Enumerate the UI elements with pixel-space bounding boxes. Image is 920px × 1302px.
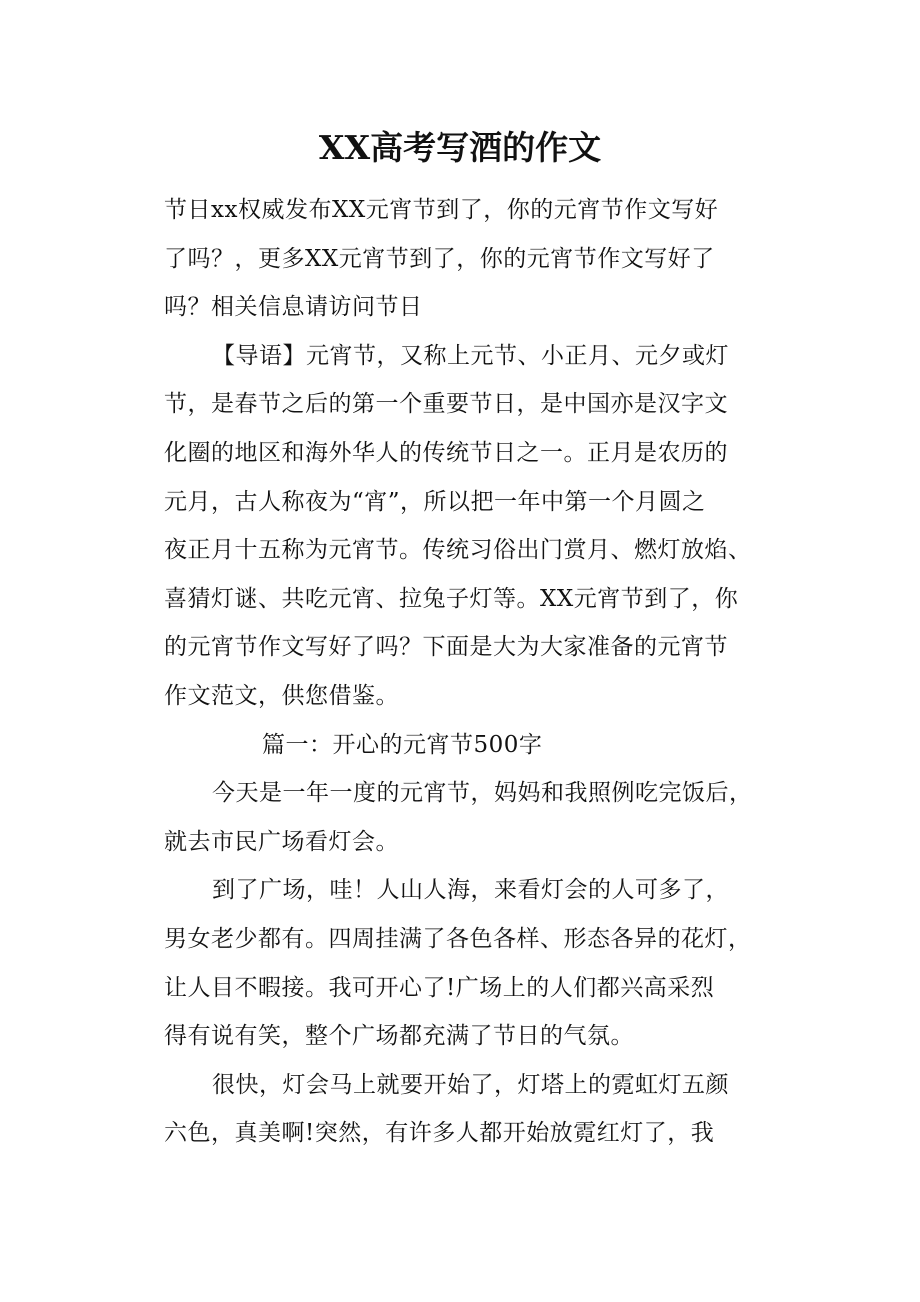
paragraph-guide [164, 332, 764, 721]
text-line: 就去市民广场看灯会。 [164, 828, 399, 855]
text-line: 节，是春节之后的第一个重要节日，是中国亦是汉字文 [164, 391, 728, 418]
text-line: 夜正月十五称为元宵节。传统习俗出门赏月、燃灯放焰、 [164, 537, 752, 564]
text-line: 得有说有笑，整个广场都充满了节日的气氛。 [164, 1023, 634, 1050]
text-line: 化圈的地区和海外华人的传统节日之一。正月是农历的 [164, 439, 728, 466]
paragraph-story-3 [164, 1061, 764, 1158]
text-line: 喜猜灯谜、共吃元宵、拉兔子灯等。XX元宵节到了，你 [164, 585, 739, 612]
paragraph-intro [164, 186, 764, 332]
text-line: 男女老少都有。四周挂满了各色各样、形态各异的花灯， [164, 925, 752, 952]
text-line: 了吗？，更多XX元宵节到了，你的元宵节作文写好了 [164, 245, 715, 272]
section-heading-text: 篇一：开心的元宵节500字 [262, 731, 543, 758]
text-line: 作文范文，供您借鉴。 [164, 682, 399, 709]
text-line: 元月，古人称夜为“宵”，所以把一年中第一个月圆之 [164, 488, 706, 515]
text-line: 的元宵节作文写好了吗？下面是大为大家准备的元宵节 [164, 634, 728, 661]
document-title: XX高考写酒的作文 [318, 128, 602, 167]
text-line: 让人目不暇接。我可开心了!广场上的人们都兴高采烈 [164, 974, 715, 1001]
document-body [164, 186, 764, 1158]
section-heading [164, 721, 764, 770]
paragraph-story-1 [164, 769, 764, 866]
text-line: 六色，真美啊!突然，有许多人都开始放霓红灯了，我 [164, 1120, 715, 1147]
text-line: 节日xx权威发布XX元宵节到了，你的元宵节作文写好 [164, 197, 719, 223]
paragraph-story-2 [164, 866, 764, 1060]
text-line: 吗？相关信息请访问节日 [164, 294, 423, 321]
text-line: 今天是一年一度的元宵节，妈妈和我照例吃完饭后， [212, 780, 753, 807]
text-line: 到了广场，哇！人山人海，来看灯会的人可多了， [212, 877, 729, 904]
text-line: 很快，灯会马上就要开始了，灯塔上的霓虹灯五颜 [212, 1071, 729, 1098]
text-line: 【导语】元宵节，又称上元节、小正月、元夕或灯 [212, 342, 729, 369]
